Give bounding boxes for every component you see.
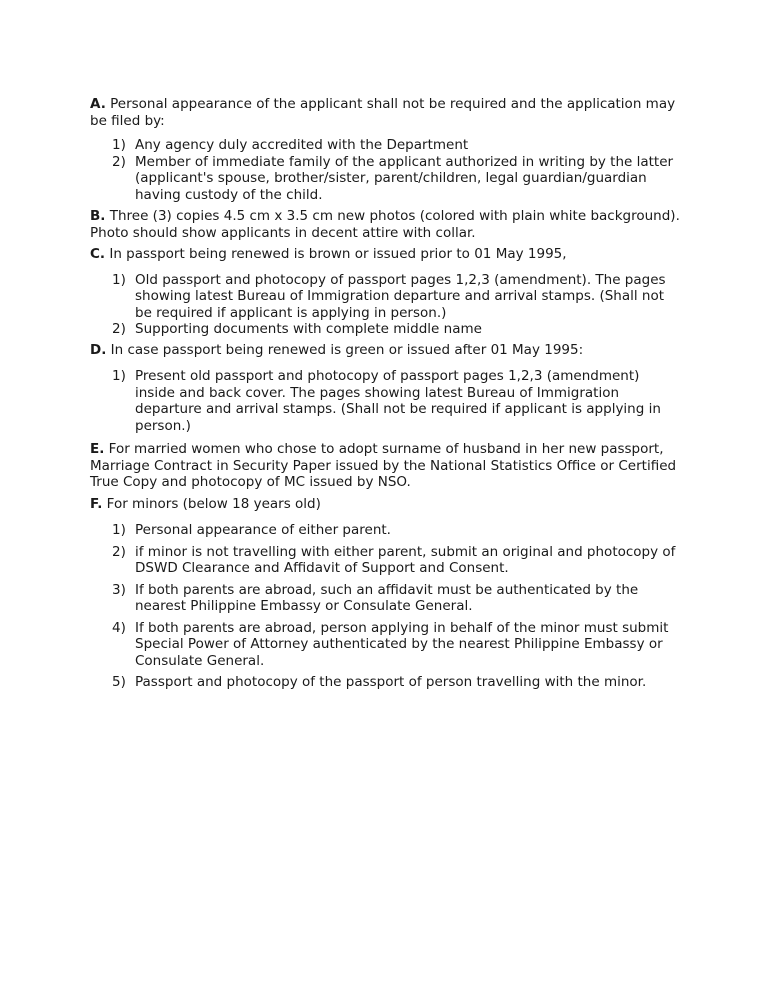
section-text: Three (3) copies 4.5 cm x 3.5 cm new photos (colored with plain white background). Photo should show applicants in decent attire with collar. [90, 208, 680, 241]
section-a-list [90, 137, 680, 203]
section-letter: A. [90, 96, 106, 112]
list-item [90, 522, 680, 539]
list-text: Any agency duly accredited with the Department [135, 137, 469, 153]
section-d [90, 342, 680, 435]
list-number: 3) [112, 581, 126, 598]
section-c-paragraph [90, 246, 680, 263]
section-b-paragraph [90, 208, 680, 241]
list-text: Passport and photocopy of the passport of person travelling with the minor. [135, 674, 647, 690]
list-item [90, 272, 680, 322]
list-item [90, 137, 680, 154]
section-f-paragraph [90, 496, 680, 513]
section-text: Personal appearance of the applicant shall not be required and the application may be filed by: [90, 96, 676, 129]
list-text: Old passport and photocopy of passport pages 1,2,3 (amendment). The pages showing latest Bureau of Immigration departure and arrival stamps. (Shall not be required if applicant is applying in person.) [135, 271, 666, 321]
section-d-paragraph [90, 342, 680, 359]
section-d-list [90, 368, 680, 434]
list-text: Member of immediate family of the applicant authorized in writing by the latter (applicant's spouse, brother/sister, parent/children, legal guardian/guardian having custody of the child. [135, 153, 674, 203]
section-e-paragraph [90, 441, 680, 491]
list-item [90, 544, 680, 577]
document-body [90, 96, 680, 691]
section-letter: E. [90, 441, 105, 457]
list-text: If both parents are abroad, such an affidavit must be authenticated by the nearest Philippine Embassy or Consulate General. [135, 581, 639, 614]
section-letter: B. [90, 208, 106, 224]
list-text: Personal appearance of either parent. [135, 522, 391, 538]
section-a-paragraph [90, 96, 680, 129]
list-text: Present old passport and photocopy of passport pages 1,2,3 (amendment) inside and back cover. The pages showing latest Bureau of Immigration departure and arrival stamps. (Shall not be required if applicant is applying in person.) [135, 368, 661, 434]
section-letter: C. [90, 246, 106, 262]
section-b [90, 208, 680, 241]
list-text: if minor is not travelling with either parent, submit an original and photocopy of DSWD Clearance and Affidavit of Support and Consent. [135, 543, 676, 576]
list-number: 1) [112, 271, 126, 288]
list-item [90, 321, 680, 338]
section-a [90, 96, 680, 203]
list-item [90, 582, 680, 615]
list-text: Supporting documents with complete middle name [135, 321, 482, 337]
list-number: 1) [112, 522, 126, 538]
section-text: In case passport being renewed is green or issued after 01 May 1995: [110, 341, 584, 358]
list-item [90, 620, 680, 670]
list-text: If both parents are abroad, person applying in behalf of the minor must submit Special Power of Attorney authenticated by the nearest Philippine Embassy or Consulate General. [135, 619, 669, 669]
section-text: In passport being renewed is brown or issued prior to 01 May 1995, [109, 246, 567, 262]
section-text: For minors (below 18 years old) [106, 495, 321, 512]
list-item [90, 368, 680, 434]
section-c-list [90, 272, 680, 338]
section-letter: D. [90, 341, 107, 358]
list-number: 5) [112, 674, 126, 690]
list-number: 2) [112, 321, 126, 337]
list-number: 4) [112, 619, 126, 636]
section-e [90, 441, 680, 491]
list-number: 1) [112, 368, 126, 384]
list-item [90, 674, 680, 691]
section-letter: F. [90, 495, 103, 512]
list-number: 1) [112, 137, 126, 153]
section-text: For married women who chose to adopt surname of husband in her new passport, Marriage Contract in Security Paper issued by the National Statistics Office or Certified True Copy and photocopy of MC issued by NSO. [90, 441, 677, 490]
section-c [90, 246, 680, 338]
section-f-list [90, 522, 680, 691]
list-number: 2) [112, 153, 126, 170]
list-item [90, 154, 680, 204]
section-f [90, 496, 680, 691]
list-number: 2) [112, 543, 126, 560]
